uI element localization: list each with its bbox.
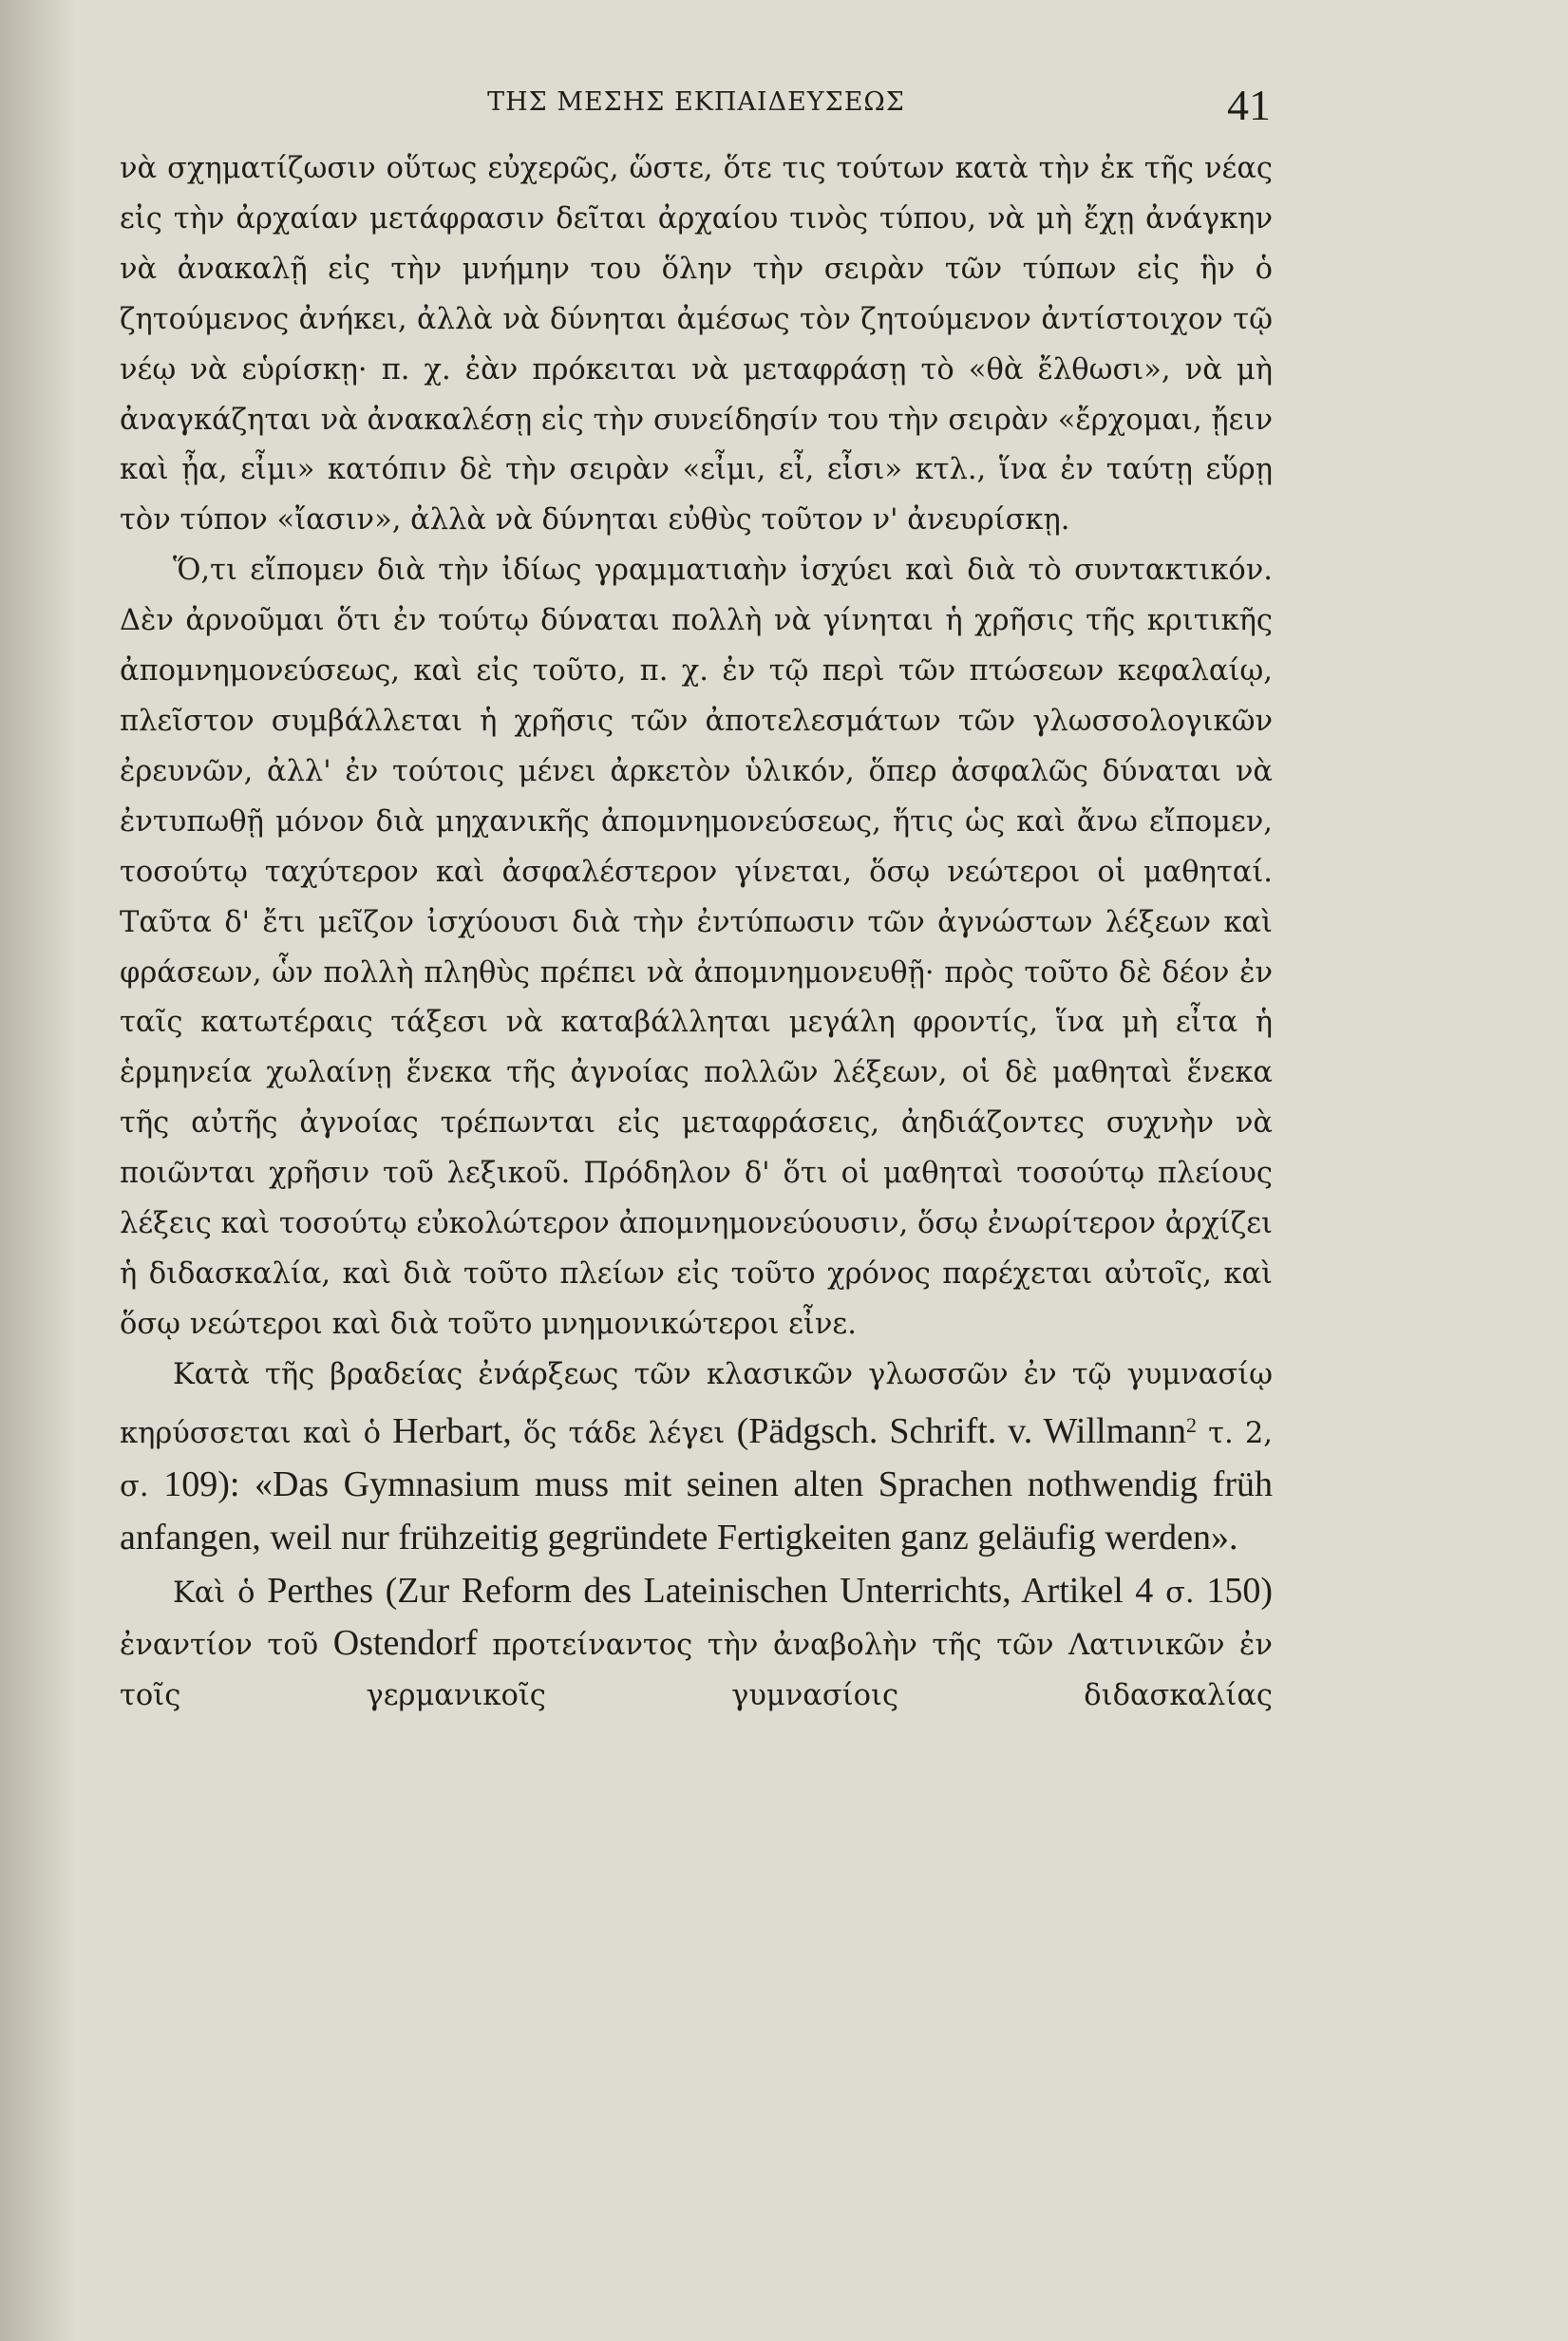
page-header xyxy=(122,81,1271,129)
perthes-latin-a: Perthes (Zur Reform des Lateinischen Unterrichts, Artikel 4 xyxy=(267,1570,1154,1611)
herbart-latin-a: Herbart, xyxy=(392,1410,512,1451)
herbart-greek-b: ὅς τάδε λέγει xyxy=(522,1416,726,1450)
herbart-greek-a: Κατὰ τῆς βραδείας ἐνάρξεως τῶν κλασικῶν γλωσσῶν ἐν τῷ γυμνασίῳ κηρύσσεται καὶ ὁ xyxy=(120,1357,1273,1450)
page-gutter-shadow xyxy=(0,0,76,2341)
page-number: 41 xyxy=(1227,81,1271,129)
perthes-greek-c: ἐναντίον τοῦ xyxy=(120,1629,319,1663)
page-body xyxy=(120,144,1273,1722)
perthes-greek-d: προτείναντος τὴν ἀναβολὴν τῆς τῶν Λατινικῶν ἐν τοῖς γερμανικοῖς γυμνασίοις διδασκαλίας xyxy=(120,1629,1273,1713)
paragraph-herbart xyxy=(120,1350,1273,1566)
perthes-greek-a: Καὶ ὁ xyxy=(173,1576,255,1610)
perthes-latin-b: 150) xyxy=(1206,1570,1273,1611)
herbart-latin-b: (Pädgsch. Schrift. v. Willmann xyxy=(736,1410,1186,1451)
running-title: ΤΗΣ ΜΕΣΗΣ ΕΚΠΑΙΔΕΥΣΕΩΣ xyxy=(487,87,905,117)
paragraph-perthes xyxy=(120,1566,1273,1723)
perthes-greek-b: σ. xyxy=(1165,1576,1195,1610)
herbart-superscript: 2 xyxy=(1186,1412,1197,1437)
herbart-greek-c: τ. 2, σ. xyxy=(120,1416,1274,1503)
paragraph-syntax: Ὅ,τι εἴπομεν διὰ τὴν ἰδίως γραμματιαὴν ἰσχύει καὶ διὰ τὸ συντακτικόν. Δὲν ἀρνοῦμαι ὅτι ἐν τούτῳ δύναται πολλὴ νὰ γίνηται ἡ χρῆσις τῆς κριτικῆς ἀπομνημονεύσεως, καὶ εἰς τοῦτο, π. χ. ἐν τῷ περὶ τῶν πτώσεων κεφαλαίῳ, πλεῖστον συμβάλλεται ἡ χρῆσις τῶν ἀποτελεσμάτων τῶν γλωσσολογικῶν ἐρευνῶν, ἀλλ' ἐν τούτοις μένει ἀρκετὸν ὑλικόν, ὅπερ ἀσφαλῶς δύναται νὰ ἐντυπωθῇ μόνον διὰ μηχανικῆς ἀπομνημονεύσεως, ἥτις ὡς καὶ ἄνω εἴπομεν, τοσούτῳ ταχύτερον καὶ ἀσφαλέστερον γίνεται, ὅσῳ νεώτεροι οἱ μαθηταί. Ταῦτα δ' ἔτι μεῖζον ἰσχύουσι διὰ τὴν ἐντύπωσιν τῶν ἀγνώστων λέξεων καὶ φράσεων, ὧν πολλὴ πληθὺς πρέπει νὰ ἀπομνημονευθῇ· πρὸς τοῦτο δὲ δέον ἐν ταῖς κατωτέραις τάξεσι νὰ καταβάλληται μεγάλη φροντίς, ἵνα μὴ εἶτα ἡ ἑρμηνεία χωλαίνῃ ἕνεκα τῆς ἀγνοίας πολλῶν λέξεων, οἱ δὲ μαθηταὶ ἕνεκα τῆς αὐτῆς ἀγνοίας τρέπωνται εἰς μεταφράσεις, ἀηδιάζοντες συχνὴν νὰ ποιῶνται χρῆσιν τοῦ λεξικοῦ. Πρόδηλον δ' ὅτι οἱ μαθηταὶ τοσούτῳ πλείους λέξεις καὶ τοσούτῳ εὐκολώτερον ἀπομνημονεύουσιν, ὅσῳ ἐνωρίτερον ἀρχίζει ἡ διδασκαλία, καὶ διὰ τοῦτο πλείων εἰς τοῦτο χρόνος παρέχεται αὐτοῖς, καὶ ὅσῳ νεώτεροι καὶ διὰ τοῦτο μνημονικώτεροι εἶνε. xyxy=(120,554,1273,1341)
perthes-latin-c: Ostendorf xyxy=(332,1623,478,1664)
herbart-quote: 109): «Das Gymnasium muss mit seinen alten Sprachen nothwendig früh anfangen, weil nur frühzeitig gegründete Fertigkeiten ganz geläufig werden». xyxy=(120,1463,1273,1558)
paragraph-continuation: νὰ σχηματίζωσιν οὕτως εὐχερῶς, ὥστε, ὅτε τις τούτων κατὰ τὴν ἐκ τῆς νέας εἰς τὴν ἀρχαίαν μετάφρασιν δεῖται ἀρχαίου τινὸς τύπου, νὰ μὴ ἔχῃ ἀνάγκην νὰ ἀνακαλῇ εἰς τὴν μνήμην του ὅλην τὴν σειρὰν τῶν τύπων εἰς ἣν ὁ ζητούμενος ἀνήκει, ἀλλὰ νὰ δύνηται ἀμέσως τὸν ζητούμενον ἀντίστοιχον τῷ νέῳ νὰ εὑρίσκῃ· π. χ. ἐὰν πρόκειται νὰ μεταφράσῃ τὸ «θὰ ἔλθωσι», νὰ μὴ ἀναγκάζηται νὰ ἀνακαλέσῃ εἰς τὴν συνείδησίν του τὴν σειρὰν «ἔρχομαι, ᾔειν καὶ ᾖα, εἶμι» κατόπιν δὲ τὴν σειρὰν «εἶμι, εἶ, εἶσι» κτλ., ἵνα ἐν ταύτῃ εὕρῃ τὸν τύπον «ἴασιν», ἀλλὰ νὰ δύνηται εὐθὺς τοῦτον ν' ἀνευρίσκῃ. xyxy=(120,152,1273,538)
